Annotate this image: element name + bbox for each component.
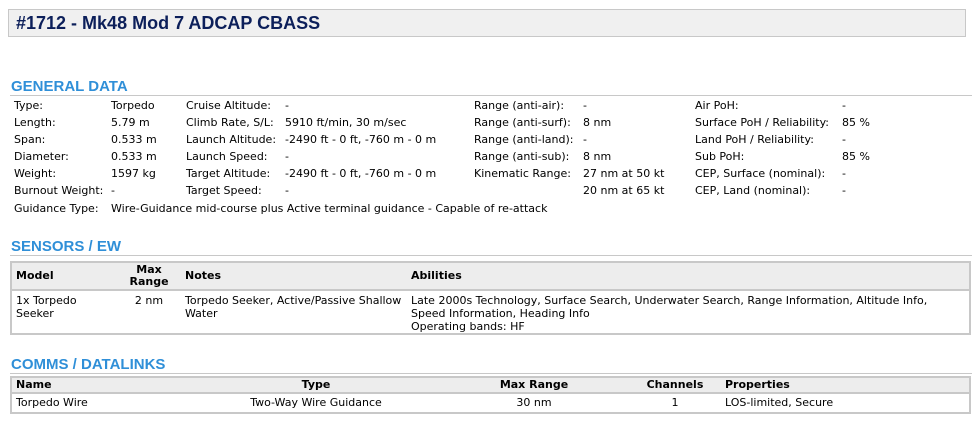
comms-divider [10, 373, 972, 374]
range-anti-land-label: Range (anti-land): [474, 133, 574, 146]
guidance-type-value: Wire-Guidance mid-course plus Active terminal guidance - Capable of re-attack [111, 202, 548, 215]
target-altitude-value: -2490 ft - 0 ft, -760 m - 0 m [285, 167, 437, 180]
guidance-type-label: Guidance Type: [14, 202, 99, 215]
sensors-header-row [11, 262, 970, 290]
burnout-weight-label: Burnout Weight: [14, 184, 104, 197]
land-poh-value: - [842, 133, 846, 146]
launch-speed-value: - [285, 150, 289, 163]
kinematic-range-value: 27 nm at 50 kt [583, 167, 665, 180]
range-anti-surf-label: Range (anti-surf): [474, 116, 571, 129]
general-data-divider [10, 95, 972, 96]
type-label: Type: [14, 99, 43, 112]
launch-altitude-label: Launch Altitude: [186, 133, 277, 146]
sensor-max-range: 2 nm [134, 294, 164, 307]
page-title: #1712 - Mk48 Mod 7 ADCAP CBASS [16, 13, 321, 33]
length-value: 5.79 m [111, 116, 150, 129]
sensors-header-notes: Notes [181, 262, 407, 290]
comms-header-max-range: Max Range [439, 377, 629, 393]
comms-max-range: 30 nm [516, 396, 552, 409]
cep-surface-value: - [842, 167, 846, 180]
range-anti-sub-value: 8 nm [583, 150, 612, 163]
comms-header-properties: Properties [721, 377, 970, 393]
sub-poh-label: Sub PoH: [695, 150, 745, 163]
span-value: 0.533 m [111, 133, 157, 146]
sensors-heading: SENSORS / EW [11, 238, 122, 255]
title-bar [8, 9, 966, 37]
comms-header-row [11, 377, 970, 393]
sensor-abilities: Late 2000s Technology, Surface Search, Underwater Search, Range Information, Altitude Info, Speed Information, Heading Info [411, 294, 928, 320]
comms-properties: LOS-limited, Secure [725, 396, 834, 409]
table-row [11, 290, 970, 334]
cep-surface-label: CEP, Surface (nominal): [695, 167, 826, 180]
target-altitude-label: Target Altitude: [186, 167, 271, 180]
cep-land-value: - [842, 184, 846, 197]
sensors-header-abilities: Abilities [407, 262, 970, 290]
span-label: Span: [14, 133, 46, 146]
range-anti-air-value: - [583, 99, 587, 112]
sensors-divider [10, 255, 972, 256]
range-anti-sub-label: Range (anti-sub): [474, 150, 570, 163]
length-label: Length: [14, 116, 56, 129]
launch-altitude-value: -2490 ft - 0 ft, -760 m - 0 m [285, 133, 437, 146]
cep-land-label: CEP, Land (nominal): [695, 184, 811, 197]
sensor-abilities-cell [407, 290, 970, 334]
weight-label: Weight: [14, 167, 57, 180]
comms-name: Torpedo Wire [16, 396, 88, 409]
comms-type: Two-Way Wire Guidance [250, 396, 382, 409]
comms-channels: 1 [671, 396, 679, 409]
sub-poh-value: 85 % [842, 150, 870, 163]
target-speed-value: - [285, 184, 289, 197]
type-value: Torpedo [111, 99, 155, 112]
sensor-operating-bands: Operating bands: HF [411, 320, 525, 333]
diameter-value: 0.533 m [111, 150, 157, 163]
sensors-header-model: Model [11, 262, 117, 290]
comms-header-channels: Channels [629, 377, 721, 393]
kinematic-range-value-2: 20 nm at 65 kt [583, 184, 665, 197]
sensor-model: 1x Torpedo Seeker [16, 294, 77, 320]
sensors-table [10, 261, 971, 335]
surface-poh-label: Surface PoH / Reliability: [695, 116, 829, 129]
sensor-notes: Torpedo Seeker, Active/Passive Shallow Water [185, 294, 402, 320]
range-anti-air-label: Range (anti-air): [474, 99, 565, 112]
table-row [11, 393, 970, 413]
sensors-header-max-range: Max Range [117, 262, 181, 290]
burnout-weight-value: - [111, 184, 115, 197]
launch-speed-label: Launch Speed: [186, 150, 268, 163]
target-speed-label: Target Speed: [186, 184, 262, 197]
general-data-heading: GENERAL DATA [11, 78, 128, 95]
comms-heading: COMMS / DATALINKS [11, 356, 166, 373]
range-anti-land-value: - [583, 133, 587, 146]
cruise-altitude-value: - [285, 99, 289, 112]
cruise-altitude-label: Cruise Altitude: [186, 99, 271, 112]
comms-header-type: Type [193, 377, 439, 393]
surface-poh-value: 85 % [842, 116, 870, 129]
air-poh-value: - [842, 99, 846, 112]
diameter-label: Diameter: [14, 150, 69, 163]
comms-table [10, 376, 971, 414]
air-poh-label: Air PoH: [695, 99, 739, 112]
kinematic-range-label: Kinematic Range: [474, 167, 571, 180]
comms-header-name: Name [11, 377, 193, 393]
climb-rate-label: Climb Rate, S/L: [186, 116, 274, 129]
weight-value: 1597 kg [111, 167, 156, 180]
range-anti-surf-value: 8 nm [583, 116, 612, 129]
land-poh-label: Land PoH / Reliability: [695, 133, 814, 146]
climb-rate-value: 5910 ft/min, 30 m/sec [285, 116, 407, 129]
